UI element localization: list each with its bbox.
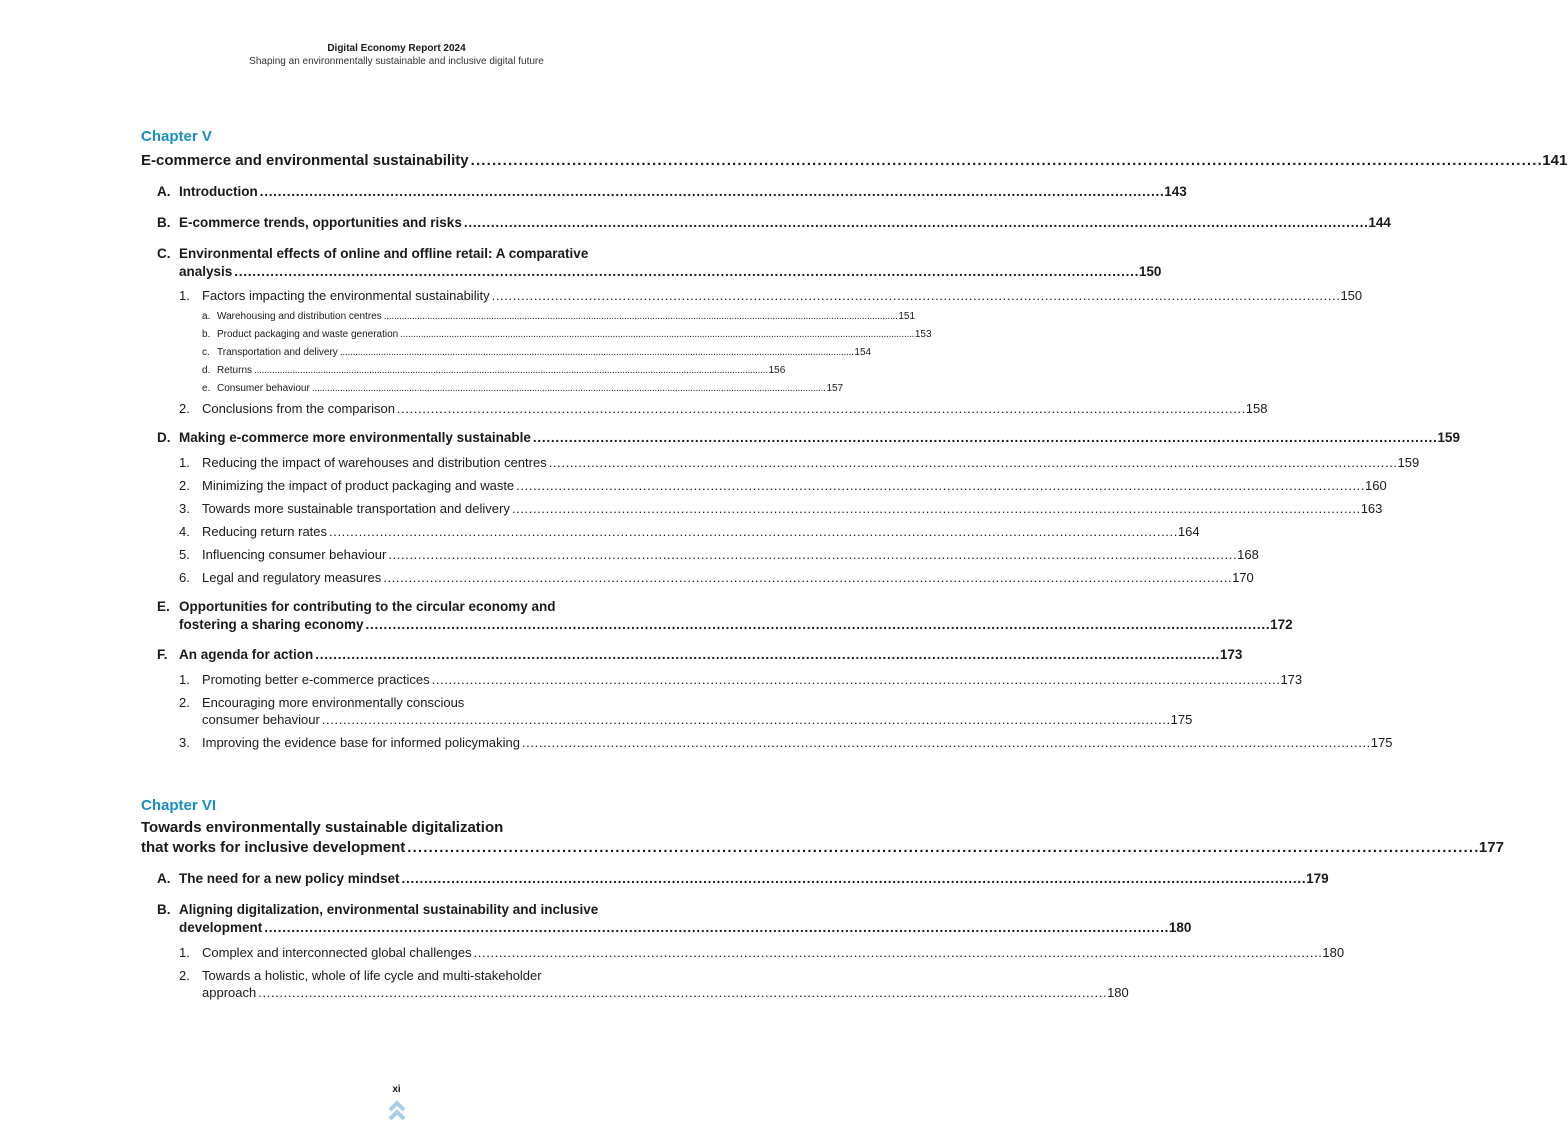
toc-entry-6B1[interactable]: 1. Complex and interconnected global challenges . . . 180 xyxy=(179,944,652,961)
toc-entry-5D6[interactable]: 6. Legal and regulatory measures . . . 170 xyxy=(179,569,652,586)
toc-entry-5F3[interactable]: 3. Improving the evidence base for informed policymaking . . . 175 xyxy=(179,734,652,751)
chapter-6-label: Chapter VI xyxy=(141,797,217,814)
page-number-footer: xi xyxy=(392,1084,401,1095)
toc-entry-6B2[interactable]: 2. Towards a holistic, whole of life cycle and multi-stakeholder approach . . . 180 xyxy=(179,967,652,1001)
toc-entry-5C1e[interactable]: e. Consumer behaviour . . . 157 xyxy=(202,380,652,398)
running-header xyxy=(0,42,793,69)
table-of-contents xyxy=(141,127,1567,1001)
toc-entry-5F2[interactable]: 2. Encouraging more environmentally conscious consumer behaviour . . . 175 xyxy=(179,694,652,728)
toc-entry-5C2[interactable]: 2. Conclusions from the comparison . . . 158 xyxy=(179,400,652,417)
chapter-5-title[interactable]: E-commerce and environmental sustainability . . . 141 xyxy=(141,151,652,171)
page-number: 177 xyxy=(1478,839,1504,856)
toc-entry-5C1b[interactable]: b. Product packaging and waste generation . . . 153 xyxy=(202,326,652,344)
toc-entry-5D1[interactable]: 1. Reducing the impact of warehouses and distribution centres . . . 159 xyxy=(179,454,652,471)
toc-entry-5C[interactable]: C. Environmental effects of online and offline retail: A comparative analysis . . . 150 xyxy=(157,245,652,281)
toc-entry-5F[interactable]: F. An agenda for action . . . 173 xyxy=(157,646,652,664)
toc-entry-5D4[interactable]: 4. Reducing return rates . . . 164 xyxy=(179,523,652,540)
scroll-up-icon[interactable] xyxy=(388,1100,406,1122)
chapter-5-label: Chapter V xyxy=(141,128,212,145)
toc-entry-5A[interactable]: A. Introduction . . . 143 xyxy=(157,183,652,201)
toc-entry-6B[interactable]: B. Aligning digitalization, environmental sustainability and inclusive development . . . 180 xyxy=(157,901,652,937)
toc-entry-5C1a[interactable]: a. Warehousing and distribution centres . . . 151 xyxy=(202,308,652,326)
toc-entry-5D3[interactable]: 3. Towards more sustainable transportation and delivery . . . 163 xyxy=(179,500,652,517)
report-subtitle: Shaping an environmentally sustainable and inclusive digital future xyxy=(249,56,544,67)
toc-entry-5C1d[interactable]: d. Returns . . . 156 xyxy=(202,362,652,380)
toc-entry-5D5[interactable]: 5. Influencing consumer behaviour . . . 168 xyxy=(179,546,652,563)
chapter-6-title[interactable]: Towards environmentally sustainable digitalization that works for inclusive development . . . 177 xyxy=(141,818,652,858)
report-title: Digital Economy Report 2024 xyxy=(327,43,466,54)
toc-entry-6A[interactable]: A. The need for a new policy mindset . . . 179 xyxy=(157,870,652,888)
toc-entry-5C1c[interactable]: c. Transportation and delivery . . . 154 xyxy=(202,344,652,362)
toc-entry-5B[interactable]: B. E-commerce trends, opportunities and risks . . . 144 xyxy=(157,214,652,232)
toc-entry-5F1[interactable]: 1. Promoting better e-commerce practices . . . 173 xyxy=(179,671,652,688)
toc-entry-5E[interactable]: E. Opportunities for contributing to the circular economy and fostering a sharing economy . . . 172 xyxy=(157,598,652,634)
toc-entry-5D2[interactable]: 2. Minimizing the impact of product packaging and waste . . . 160 xyxy=(179,477,652,494)
chevron-up-icon xyxy=(390,1112,404,1119)
chevron-up-icon xyxy=(390,1103,404,1110)
toc-entry-5C1[interactable]: 1. Factors impacting the environmental sustainability . . . 150 xyxy=(179,287,652,304)
page-number: 141 xyxy=(1542,152,1567,169)
toc-entry-5D[interactable]: D. Making e-commerce more environmentally sustainable . . . 159 xyxy=(157,429,652,447)
